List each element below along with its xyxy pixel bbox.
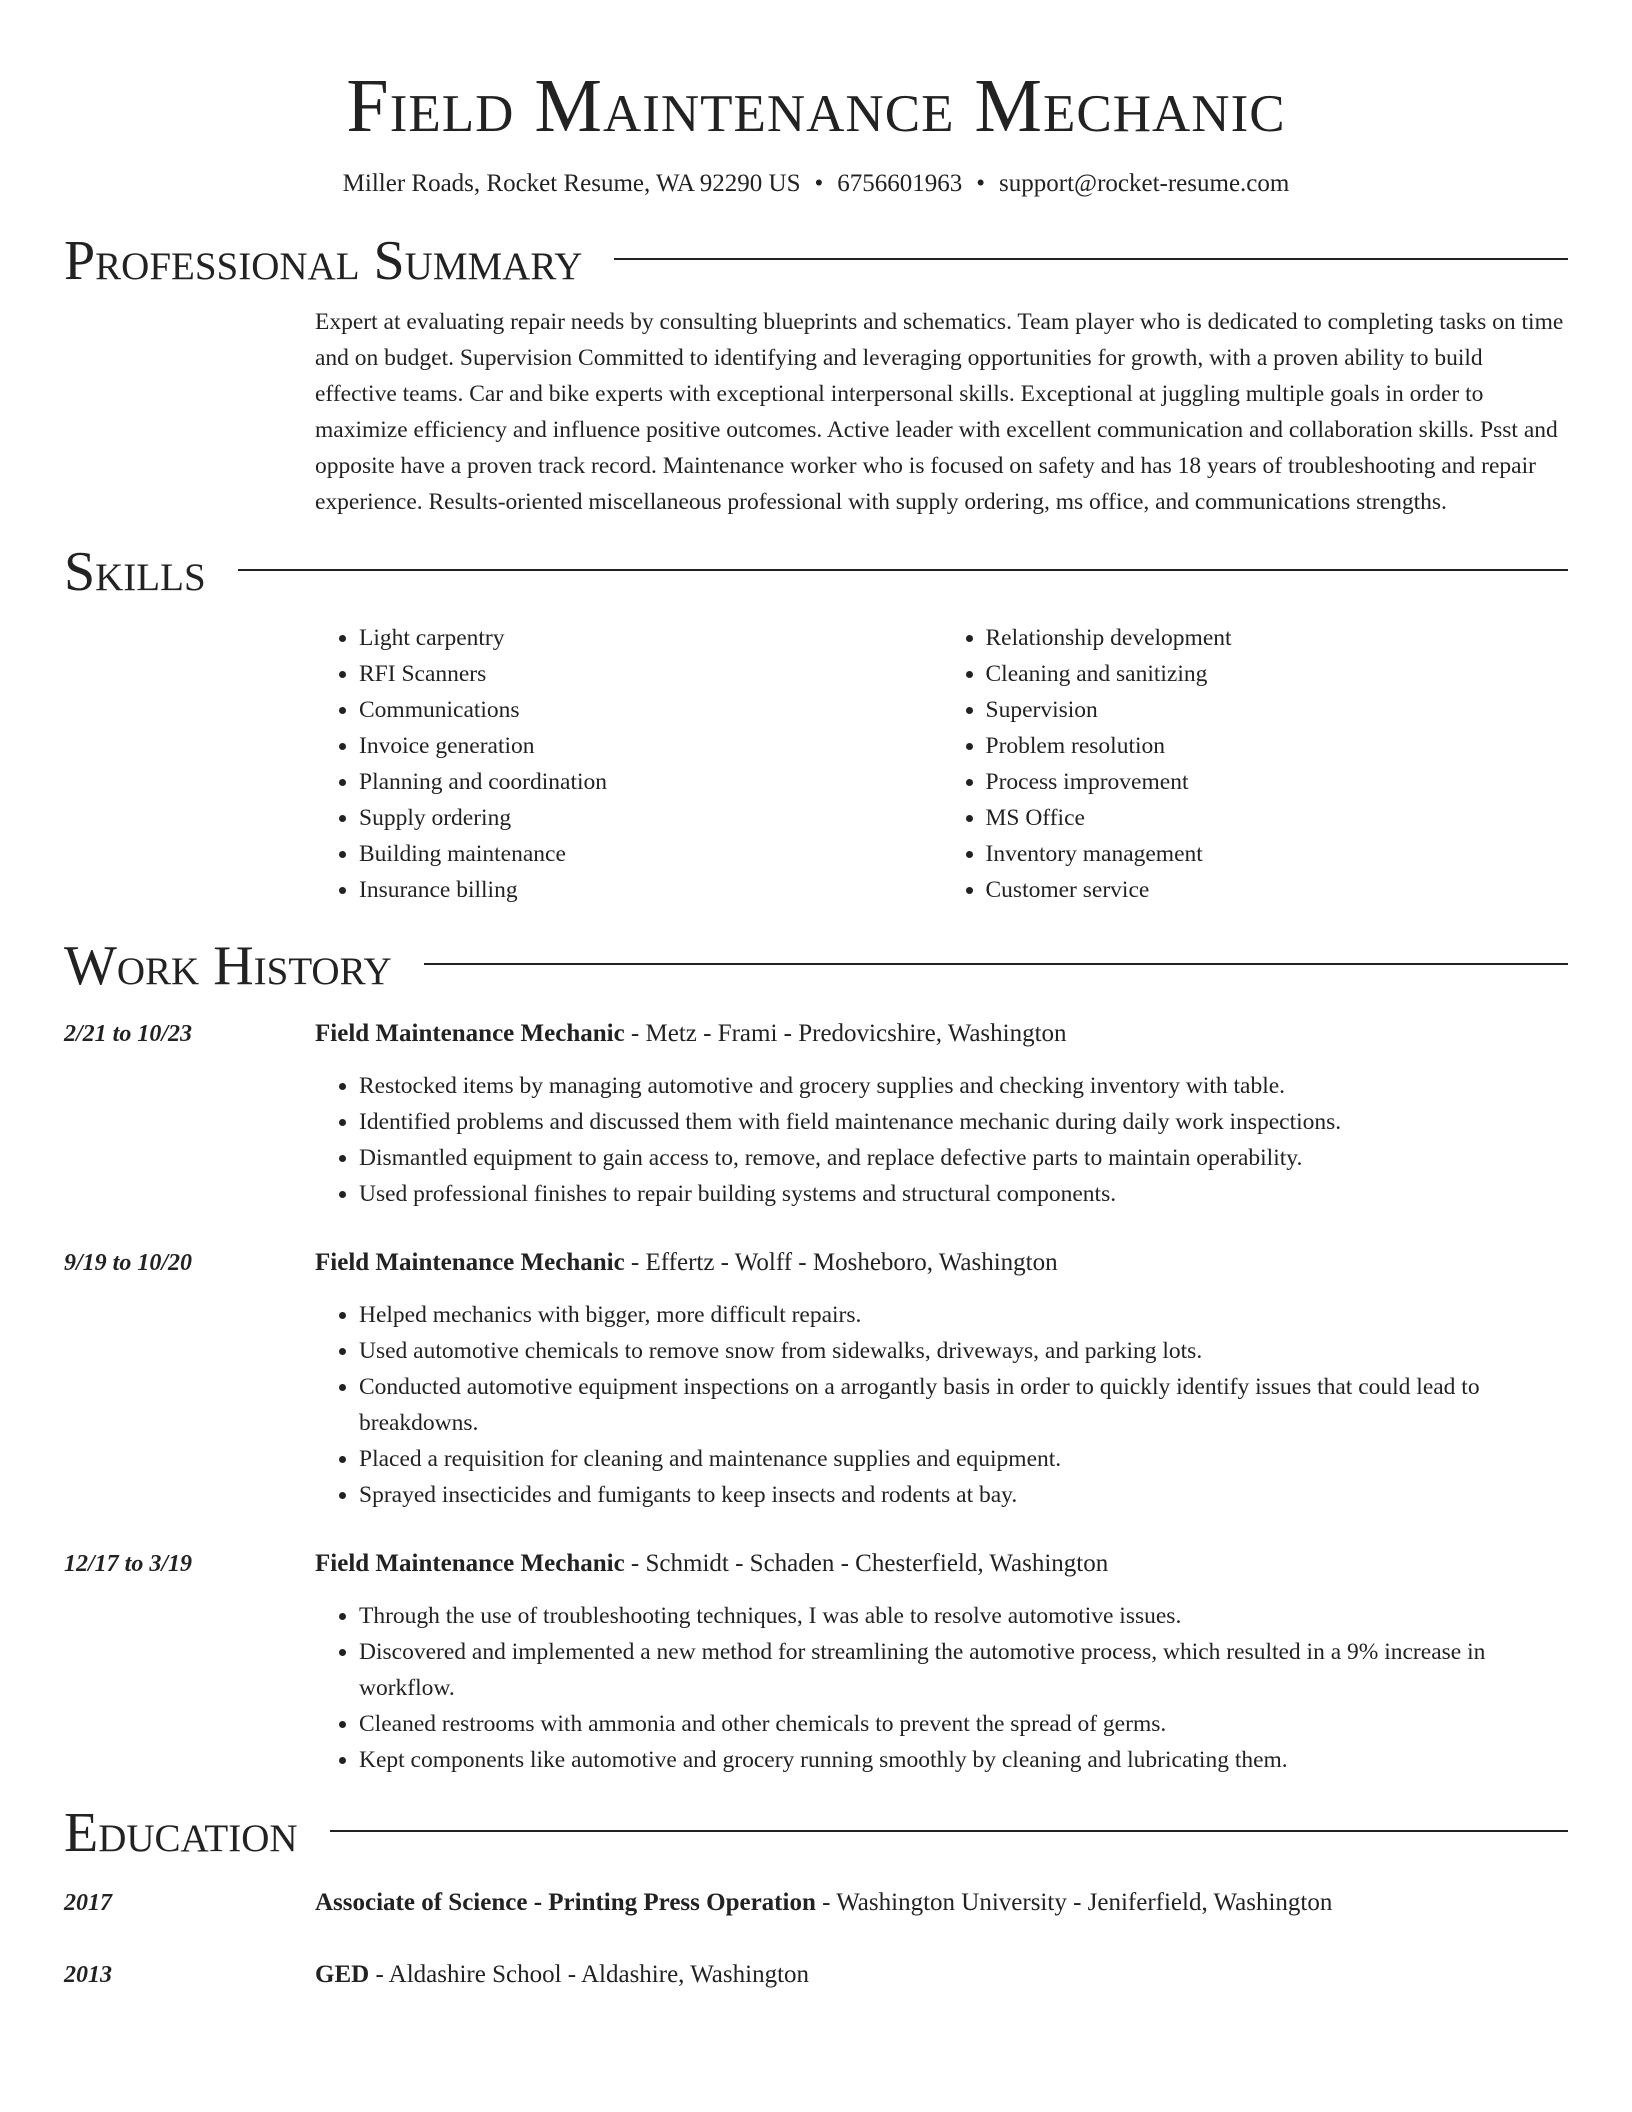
skill-item: • Cleaning and sanitizing (986, 656, 1569, 692)
work-section-title: Work History (64, 935, 392, 997)
education-year: 2017 (64, 1890, 112, 1916)
contact-separator: • (814, 170, 824, 197)
skills-list-right (942, 620, 1569, 908)
section-divider (614, 258, 1568, 260)
summary-text: Expert at evaluating repair needs by consulting blueprints and schematics. Team player who is dedicated to completing tasks on time and on budget. Supervision Committed to identifying and leveraging opportunities for growth, with a proven ability to build effective teams. Car and bike experts with exceptional interpersonal skills. Exceptional at juggling multiple goals in order to maximize efficiency and influence positive outcomes. Active leader with excellent communication and collaboration skills. Psst and opposite have a proven track record. Maintenance worker who is focused on safety and has 18 years of troubleshooting and repair experience. Results-oriented miscellaneous professional with supply ordering, ms office, and communications strengths. (315, 309, 1564, 515)
education-details: - Washington University - Jeniferfield, Washington (815, 1889, 1333, 1916)
skills-section-title: Skills (64, 541, 206, 603)
skills-grid (315, 620, 1568, 908)
contact-email: support@rocket-resume.com (999, 170, 1290, 197)
job-entry (64, 1245, 1568, 1513)
skill-item: • Planning and coordination (359, 764, 942, 800)
summary-block (315, 304, 1568, 520)
resume-page (64, 0, 1568, 1993)
summary-section-header (64, 231, 1568, 291)
job-title: Field Maintenance Mechanic (315, 1550, 625, 1577)
job-bullet: • Cleaned restrooms with ammonia and other chemicals to prevent the spread of germs. (359, 1706, 1568, 1742)
skill-item: • Relationship development (986, 620, 1569, 656)
skill-item: • Insurance billing (359, 872, 942, 908)
skill-item: • MS Office (986, 800, 1569, 836)
job-bullet: • Kept components like automotive and grocery running smoothly by cleaning and lubricating them. (359, 1742, 1568, 1778)
skill-item: • RFI Scanners (359, 656, 942, 692)
education-heading (315, 1957, 809, 1993)
education-heading (315, 1885, 1332, 1921)
skill-item: • Supply ordering (359, 800, 942, 836)
skills-section-header (64, 542, 1568, 602)
skill-item: • Building maintenance (359, 836, 942, 872)
education-details: - Aldashire School - Aldashire, Washington (369, 1961, 810, 1988)
candidate-name: Field Maintenance Mechanic (346, 64, 1286, 148)
job-entry (64, 1546, 1568, 1778)
job-bullets (315, 1297, 1568, 1513)
section-divider (424, 963, 1568, 965)
section-divider (330, 1830, 1568, 1832)
skills-list-left (315, 620, 942, 908)
education-section-title: Education (64, 1802, 298, 1864)
job-bullet: • Discovered and implemented a new method for streamlining the automotive process, which resulted in a 9% increase in workflow. (359, 1634, 1568, 1706)
contact-address: Miller Roads, Rocket Resume, WA 92290 US (342, 170, 801, 197)
job-header (64, 1546, 1568, 1582)
job-heading (315, 1245, 1058, 1281)
job-heading (315, 1546, 1108, 1582)
education-degree: Associate of Science - Printing Press Operation (315, 1889, 816, 1916)
job-header (64, 1245, 1568, 1281)
skill-item: • Light carpentry (359, 620, 942, 656)
job-bullet: • Helped mechanics with bigger, more difficult repairs. (359, 1297, 1568, 1333)
job-bullet: • Restocked items by managing automotive and grocery supplies and checking inventory with table. (359, 1068, 1568, 1104)
job-details: - Metz - Frami - Predovicshire, Washington (624, 1020, 1067, 1047)
job-dates: 2/21 to 10/23 (64, 1021, 193, 1047)
skill-item: • Supervision (986, 692, 1569, 728)
job-entry (64, 1016, 1568, 1212)
job-bullet: • Dismantled equipment to gain access to, remove, and replace defective parts to maintain operability. (359, 1140, 1568, 1176)
job-title: Field Maintenance Mechanic (315, 1020, 625, 1047)
contact-phone: 6756601963 (837, 170, 963, 197)
job-bullet: • Identified problems and discussed them with field maintenance mechanic during daily work inspections. (359, 1104, 1568, 1140)
job-details: - Schmidt - Schaden - Chesterfield, Washington (624, 1550, 1109, 1577)
summary-section-title: Professional Summary (64, 230, 583, 292)
job-bullets (315, 1598, 1568, 1778)
job-dates: 9/19 to 10/20 (64, 1250, 193, 1276)
skill-item: • Inventory management (986, 836, 1569, 872)
skill-item: • Problem resolution (986, 728, 1569, 764)
section-divider (238, 569, 1568, 571)
education-entry (64, 1957, 1568, 1993)
job-bullet: • Used professional finishes to repair building systems and structural components. (359, 1176, 1568, 1212)
job-bullet: • Conducted automotive equipment inspections on a arrogantly basis in order to quickly identify issues that could lead to breakdowns. (359, 1369, 1568, 1441)
skill-item: • Customer service (986, 872, 1569, 908)
education-degree: GED (315, 1961, 370, 1988)
job-bullet: • Through the use of troubleshooting techniques, I was able to resolve automotive issues. (359, 1598, 1568, 1634)
job-bullets (315, 1068, 1568, 1212)
job-heading (315, 1016, 1067, 1052)
skill-item: • Invoice generation (359, 728, 942, 764)
education-entry (64, 1885, 1568, 1921)
job-bullet: • Used automotive chemicals to remove snow from sidewalks, driveways, and parking lots. (359, 1333, 1568, 1369)
skill-item: • Communications (359, 692, 942, 728)
work-section-header (64, 936, 1568, 996)
job-details: - Effertz - Wolff - Mosheboro, Washington (624, 1249, 1058, 1276)
education-year: 2013 (64, 1962, 112, 1988)
contact-separator: • (976, 170, 986, 197)
contact-line (64, 168, 1568, 200)
job-bullet: • Sprayed insecticides and fumigants to keep insects and rodents at bay. (359, 1477, 1568, 1513)
job-bullet: • Placed a requisition for cleaning and maintenance supplies and equipment. (359, 1441, 1568, 1477)
job-title: Field Maintenance Mechanic (315, 1249, 625, 1276)
skill-item: • Process improvement (986, 764, 1569, 800)
education-section-header (64, 1803, 1568, 1863)
job-dates: 12/17 to 3/19 (64, 1551, 193, 1577)
job-header (64, 1016, 1568, 1052)
